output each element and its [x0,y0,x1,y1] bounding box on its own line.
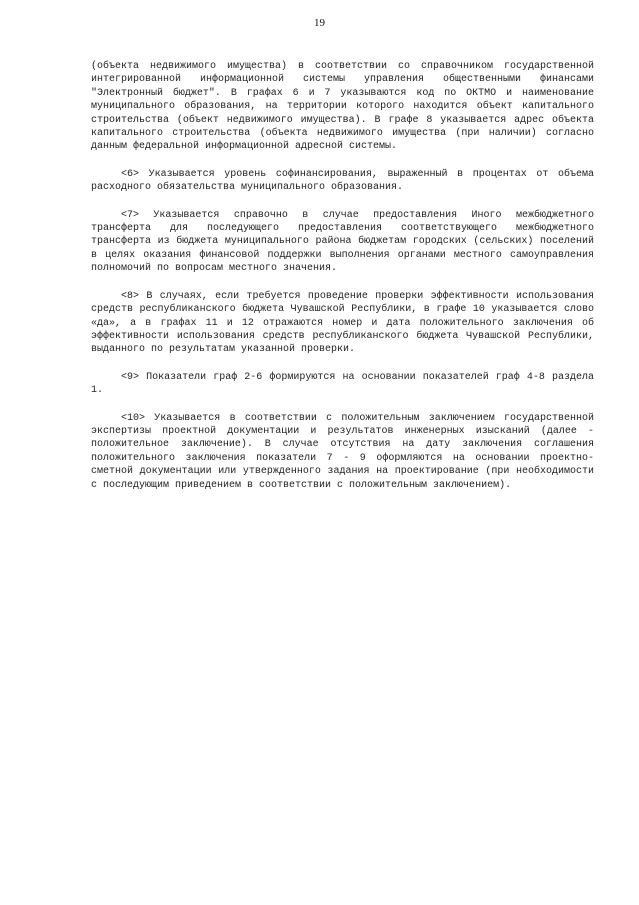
paragraph-object-code: (объекта недвижимого имущества) в соответствии со справочником государственной интегрированной информационной системы управления общественными финансами "Электронный бюджет". В графах 6 и 7 указываются код по ОКТМО и наименование муниципального образования, на территории которого находится объект капитального строительства (объект недвижимого имущества). В графе 8 указывается адрес объекта капитального строительства (объекта недвижимого имущества (при наличии) согласно данным федеральной информационной адресной системы. [91,61,594,153]
footnote-7: <7> Указывается справочно в случае предоставления Иного межбюджетного трансферта для последующего предоставления соответствующего межбюджетного трансферта из бюджета муниципального района бюджетам городских (сельских) поселений в целях оказания финансовой поддержки выполнения органами местного самоуправления полномочий по вопросам местного значения. [91,209,594,275]
footnote-9: <9> Показатели граф 2-6 формируются на основании показателей граф 4-8 раздела 1. [91,371,594,397]
footnote-10: <10> Указывается в соответствии с положительным заключением государственной экспертизы проектной документации и результатов инженерных изысканий (далее - положительное заключение). В случае отсутствия на дату заключения соглашения положительного заключения показатели 7 - 9 оформляются на основании проектно-сметной документации или утвержденного задания на проектирование (при необходимости с последующим приведением в соответствии с положительным заключением). [91,412,594,491]
page-number: 19 [314,17,325,29]
footnote-8: <8> В случаях, если требуется проведение проверки эффективности использования средств республиканского бюджета Чувашской Республики, в графе 10 указывается слово «да», а в графах 11 и 12 отражаются номер и дата положительного заключения об эффективности использования средств республиканского бюджета Чувашской Республики, выданного по результатам указанной проверки. [91,290,594,356]
document-body [91,60,594,506]
footnote-6: <6> Указывается уровень софинансирования, выраженный в процентах от объема расходного обязательства муниципального образования. [91,168,594,194]
